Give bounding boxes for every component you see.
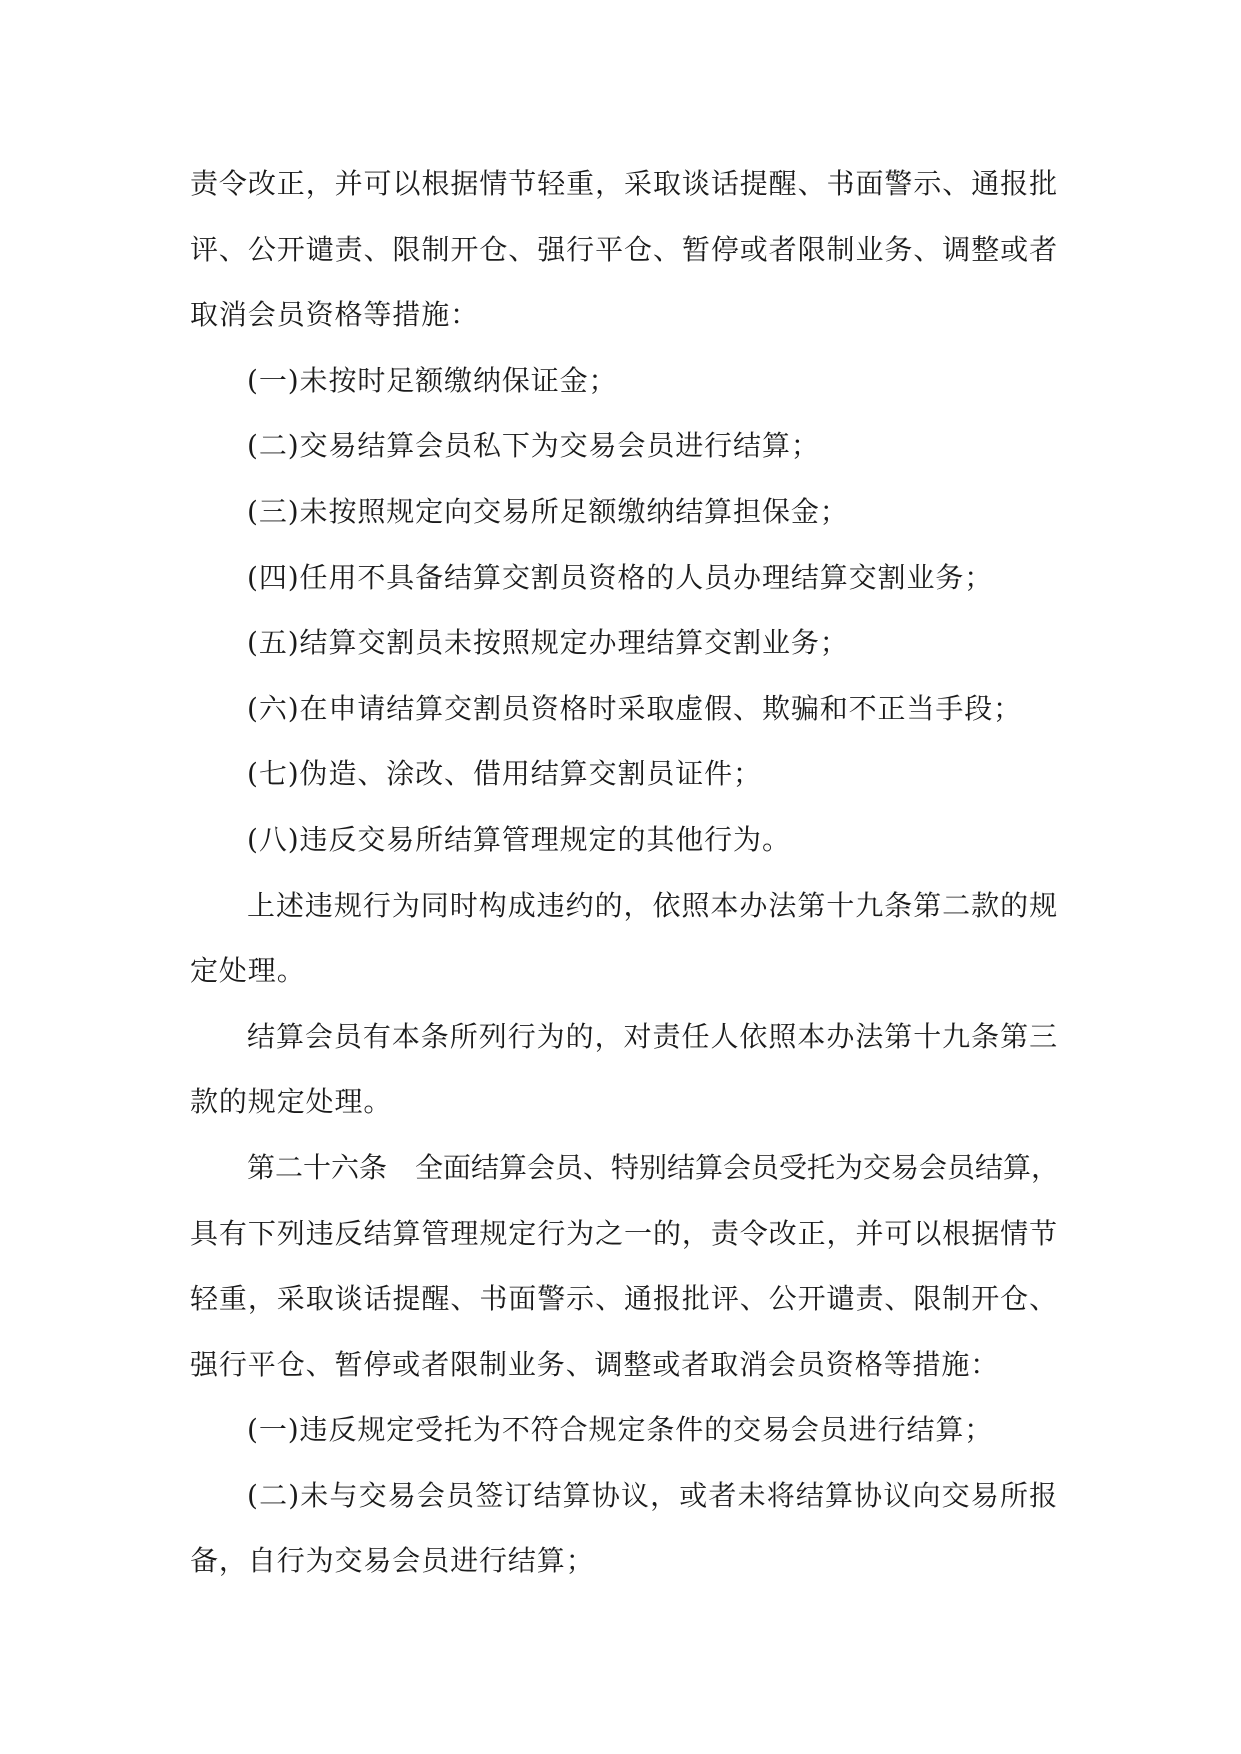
text-line: (四)任用不具备结算交割员资格的人员办理结算交割业务； bbox=[247, 560, 994, 594]
text-line: (一)未按时足额缴纳保证金； bbox=[247, 363, 618, 397]
text-line: 具有下列违反结算管理规定行为之一的，责令改正，并可以根据情节 bbox=[190, 1216, 1058, 1250]
text-line: (五)结算交割员未按照规定办理结算交割业务； bbox=[247, 626, 849, 660]
text-line: 定处理。 bbox=[190, 954, 306, 988]
list-item bbox=[190, 1463, 1058, 1594]
text-line: (八)违反交易所结算管理规定的其他行为。 bbox=[247, 822, 791, 856]
text-line: 上述违规行为同时构成违约的，依照本办法第十九条第二款的规 bbox=[247, 888, 1058, 922]
text-line: (二)交易结算会员私下为交易会员进行结算； bbox=[247, 429, 820, 463]
article-heading-line: 第二十六条 全面结算会员、特别结算会员受托为交易会员结算， bbox=[247, 1150, 1060, 1184]
text-line: 强行平仓、暂停或者限制业务、调整或者取消会员资格等措施： bbox=[190, 1347, 1000, 1381]
text-line: 轻重，采取谈话提醒、书面警示、通报批评、公开谴责、限制开仓、 bbox=[190, 1282, 1058, 1316]
paragraph-continuation bbox=[190, 151, 1058, 348]
list-item bbox=[190, 479, 1058, 545]
text-line: 备，自行为交易会员进行结算； bbox=[190, 1544, 595, 1578]
list-item bbox=[190, 348, 1058, 414]
text-line: 评、公开谴责、限制开仓、强行平仓、暂停或者限制业务、调整或者 bbox=[190, 232, 1058, 266]
text-line: (七)伪造、涂改、借用结算交割员证件； bbox=[247, 757, 762, 791]
list-item bbox=[190, 741, 1058, 807]
text-line: (一)违反规定受托为不符合规定条件的交易会员进行结算； bbox=[247, 1413, 994, 1447]
list-item bbox=[190, 545, 1058, 611]
list-item bbox=[190, 413, 1058, 479]
text-line: 责令改正，并可以根据情节轻重，采取谈话提醒、书面警示、通报批 bbox=[190, 167, 1058, 200]
text-line: 取消会员资格等措施： bbox=[190, 298, 480, 332]
article-paragraph bbox=[190, 1135, 1058, 1397]
text-line: 款的规定处理。 bbox=[190, 1085, 393, 1119]
list-item bbox=[190, 807, 1058, 873]
text-line: (六)在申请结算交割员资格时采取虚假、欺骗和不正当手段； bbox=[247, 691, 1023, 725]
text-line: (二)未与交易会员签订结算协议，或者未将结算协议向交易所报 bbox=[247, 1478, 1058, 1512]
list-item bbox=[190, 610, 1058, 676]
list-item bbox=[190, 1397, 1058, 1463]
paragraph bbox=[190, 873, 1058, 1004]
list-item bbox=[190, 676, 1058, 742]
text-line: (三)未按照规定向交易所足额缴纳结算担保金； bbox=[247, 494, 849, 528]
document-body bbox=[190, 151, 1058, 1594]
text-line: 结算会员有本条所列行为的，对责任人依照本办法第十九条第三 bbox=[247, 1019, 1058, 1053]
paragraph bbox=[190, 1004, 1058, 1135]
